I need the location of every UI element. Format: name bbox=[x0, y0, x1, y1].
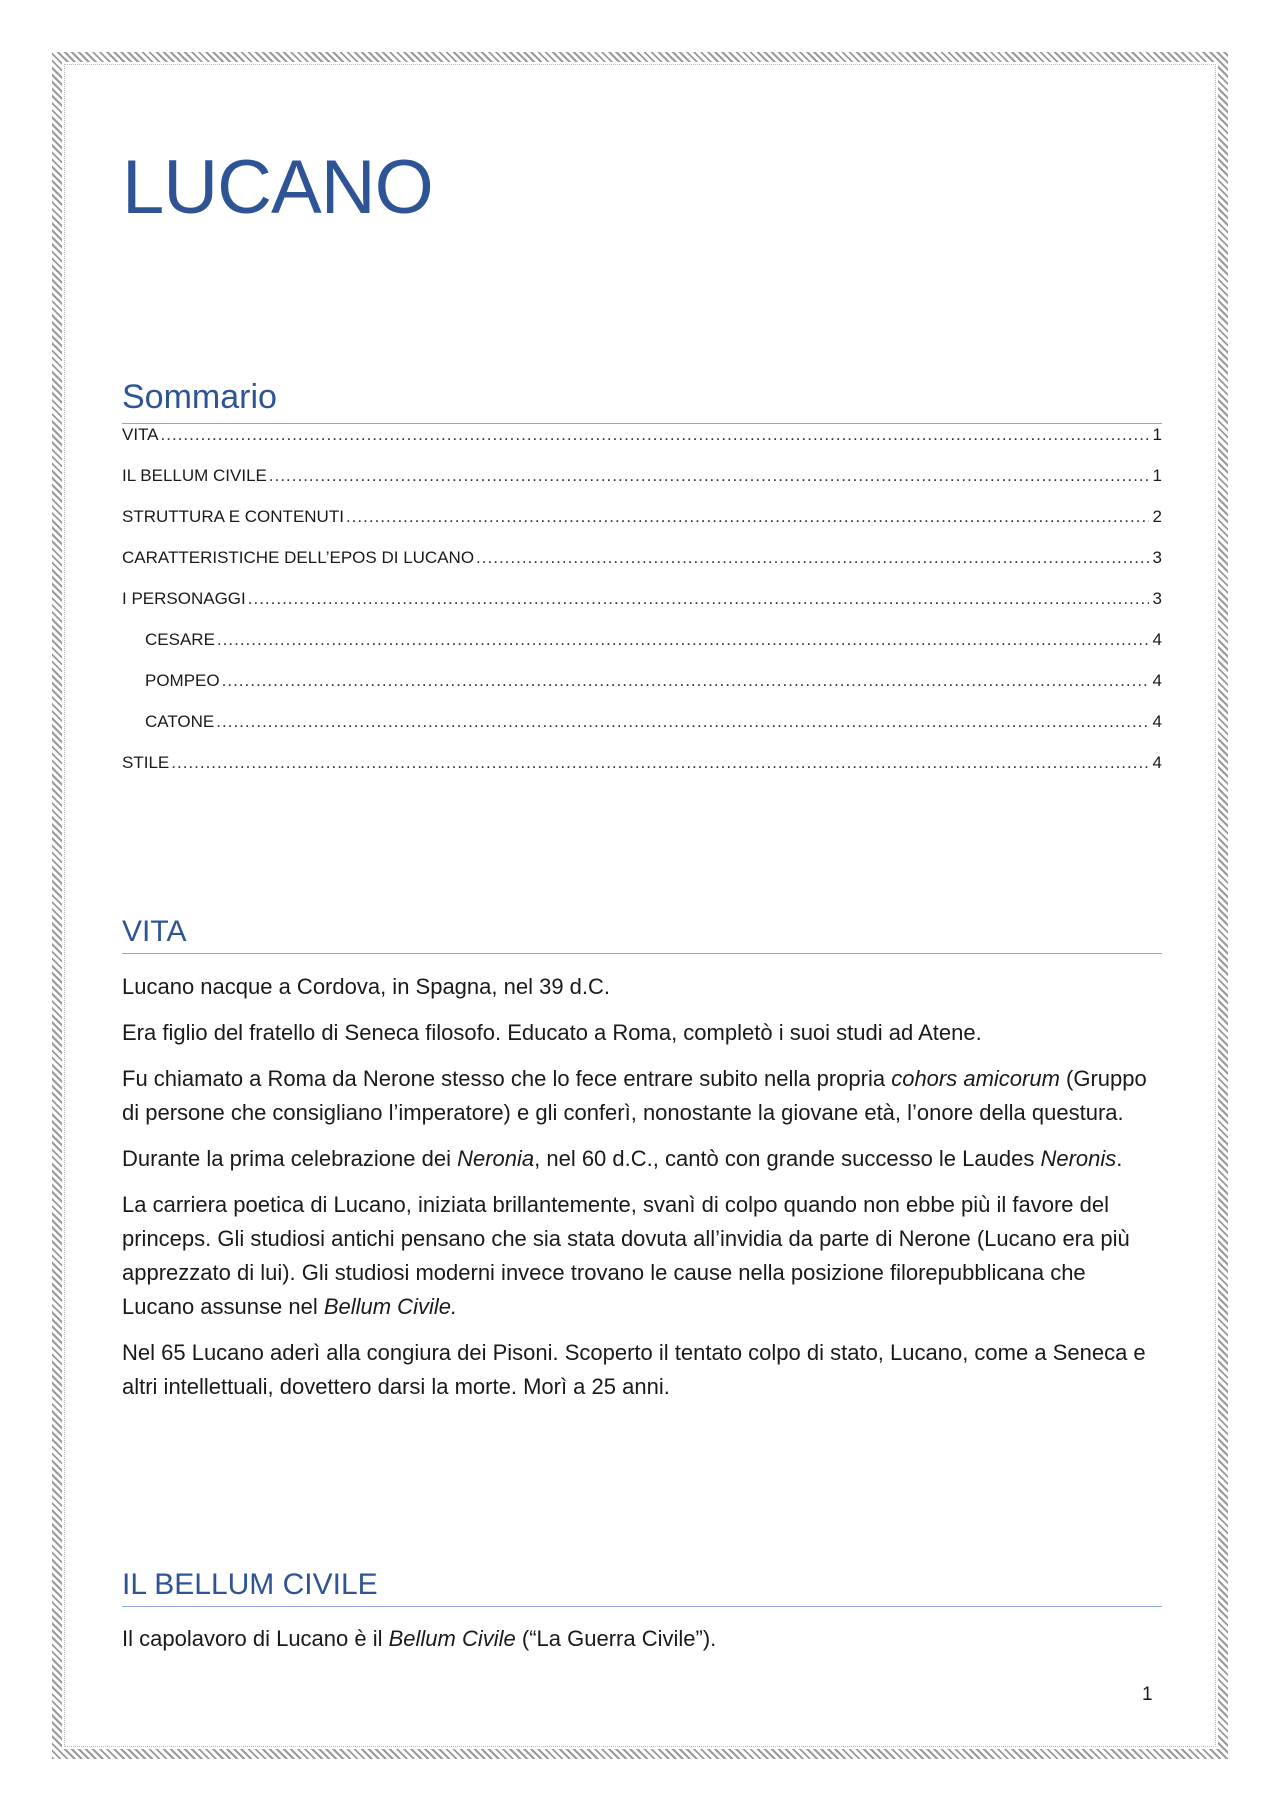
table-of-contents bbox=[122, 425, 1162, 794]
toc-entry-page: 2 bbox=[1152, 507, 1162, 526]
paragraph: Durante la prima celebrazione dei Neronia, nel 60 d.C., cantò con grande successo le Laudes Neronis. bbox=[122, 1146, 1123, 1171]
toc-entry-caratteristiche[interactable] bbox=[122, 548, 1162, 589]
section-body-bellum-civile bbox=[122, 1622, 1162, 1668]
toc-entry-catone[interactable] bbox=[122, 712, 1162, 753]
toc-entry-page: 4 bbox=[1152, 630, 1162, 649]
toc-dot-leader bbox=[476, 548, 1148, 568]
toc-entry-vita[interactable] bbox=[122, 425, 1162, 466]
emphasis: Neronia bbox=[457, 1146, 535, 1171]
toc-entry-bellum-civile[interactable] bbox=[122, 466, 1162, 507]
toc-heading: Sommario bbox=[122, 378, 1162, 424]
toc-entry-pompeo[interactable] bbox=[122, 671, 1162, 712]
document-title: LUCANO bbox=[122, 145, 433, 230]
toc-entry-page: 4 bbox=[1152, 753, 1162, 772]
toc-dot-leader bbox=[346, 507, 1149, 527]
decorative-page-border bbox=[52, 52, 1228, 1759]
toc-entry-label: CATONE bbox=[145, 712, 215, 731]
toc-entry-label: STILE bbox=[122, 753, 170, 772]
toc-entry-label: POMPEO bbox=[145, 671, 220, 690]
toc-entry-label: I PERSONAGGI bbox=[122, 589, 246, 608]
emphasis: cohors amicorum bbox=[891, 1066, 1060, 1091]
section-body-vita bbox=[122, 970, 1162, 1416]
toc-entry-label: IL BELLUM CIVILE bbox=[122, 466, 267, 485]
toc-entry-label: STRUTTURA E CONTENUTI bbox=[122, 507, 344, 526]
toc-entry-page: 3 bbox=[1152, 589, 1162, 608]
emphasis: Bellum Civile. bbox=[323, 1294, 458, 1319]
emphasis: Neronis bbox=[1040, 1146, 1117, 1171]
toc-dot-leader bbox=[269, 466, 1149, 486]
toc-entry-page: 1 bbox=[1152, 425, 1162, 444]
paragraph: Fu chiamato a Roma da Nerone stesso che lo fece entrare subito nella propria cohors amicorum (Gruppo di persone che consigliano l’imperatore) e gli conferì, nonostante la giovane età, l’onore della questura. bbox=[122, 1066, 1147, 1125]
section-heading-bellum-civile: IL BELLUM CIVILE bbox=[122, 1568, 1162, 1607]
paragraph: Era figlio del fratello di Seneca filosofo. Educato a Roma, completò i suoi studi ad Atene. bbox=[122, 1020, 982, 1045]
toc-entry-stile[interactable] bbox=[122, 753, 1162, 794]
toc-entry-struttura[interactable] bbox=[122, 507, 1162, 548]
toc-dot-leader bbox=[248, 589, 1149, 609]
toc-entry-page: 4 bbox=[1152, 671, 1162, 690]
paragraph: Lucano nacque a Cordova, in Spagna, nel 39 d.C. bbox=[122, 974, 611, 999]
section-heading-vita: VITA bbox=[122, 915, 1162, 954]
toc-dot-leader bbox=[217, 630, 1149, 650]
toc-entry-page: 3 bbox=[1152, 548, 1162, 567]
toc-dot-leader bbox=[222, 671, 1149, 691]
toc-dot-leader bbox=[161, 425, 1149, 445]
toc-dot-leader bbox=[216, 712, 1148, 732]
toc-entry-cesare[interactable] bbox=[122, 630, 1162, 671]
toc-dot-leader bbox=[171, 753, 1148, 773]
page-number: 1 bbox=[1142, 1684, 1153, 1705]
emphasis: Bellum Civile bbox=[388, 1626, 516, 1651]
document-content bbox=[122, 145, 1162, 1651]
paragraph: Il capolavoro di Lucano è il Bellum Civile (“La Guerra Civile”). bbox=[122, 1626, 717, 1651]
toc-entry-personaggi[interactable] bbox=[122, 589, 1162, 630]
toc-entry-label: VITA bbox=[122, 425, 159, 444]
paragraph: Nel 65 Lucano aderì alla congiura dei Pisoni. Scoperto il tentato colpo di stato, Lucano, come a Seneca e altri intellettuali, dovettero darsi la morte. Morì a 25 anni. bbox=[122, 1340, 1146, 1399]
toc-entry-page: 4 bbox=[1152, 712, 1162, 731]
toc-entry-label: CESARE bbox=[145, 630, 215, 649]
toc-entry-page: 1 bbox=[1152, 466, 1162, 485]
toc-entry-label: CARATTERISTICHE DELL’EPOS DI LUCANO bbox=[122, 548, 475, 567]
paragraph: La carriera poetica di Lucano, iniziata brillantemente, svanì di colpo quando non ebbe più il favore del princeps. Gli studiosi antichi pensano che sia stata dovuta all’invidia da parte di Nerone (Lucano era più apprezzato di lui). Gli studiosi moderni invece trovano le cause nella posizione filorepubblicana che Lucano assunse nel Bellum Civile. bbox=[122, 1192, 1130, 1319]
